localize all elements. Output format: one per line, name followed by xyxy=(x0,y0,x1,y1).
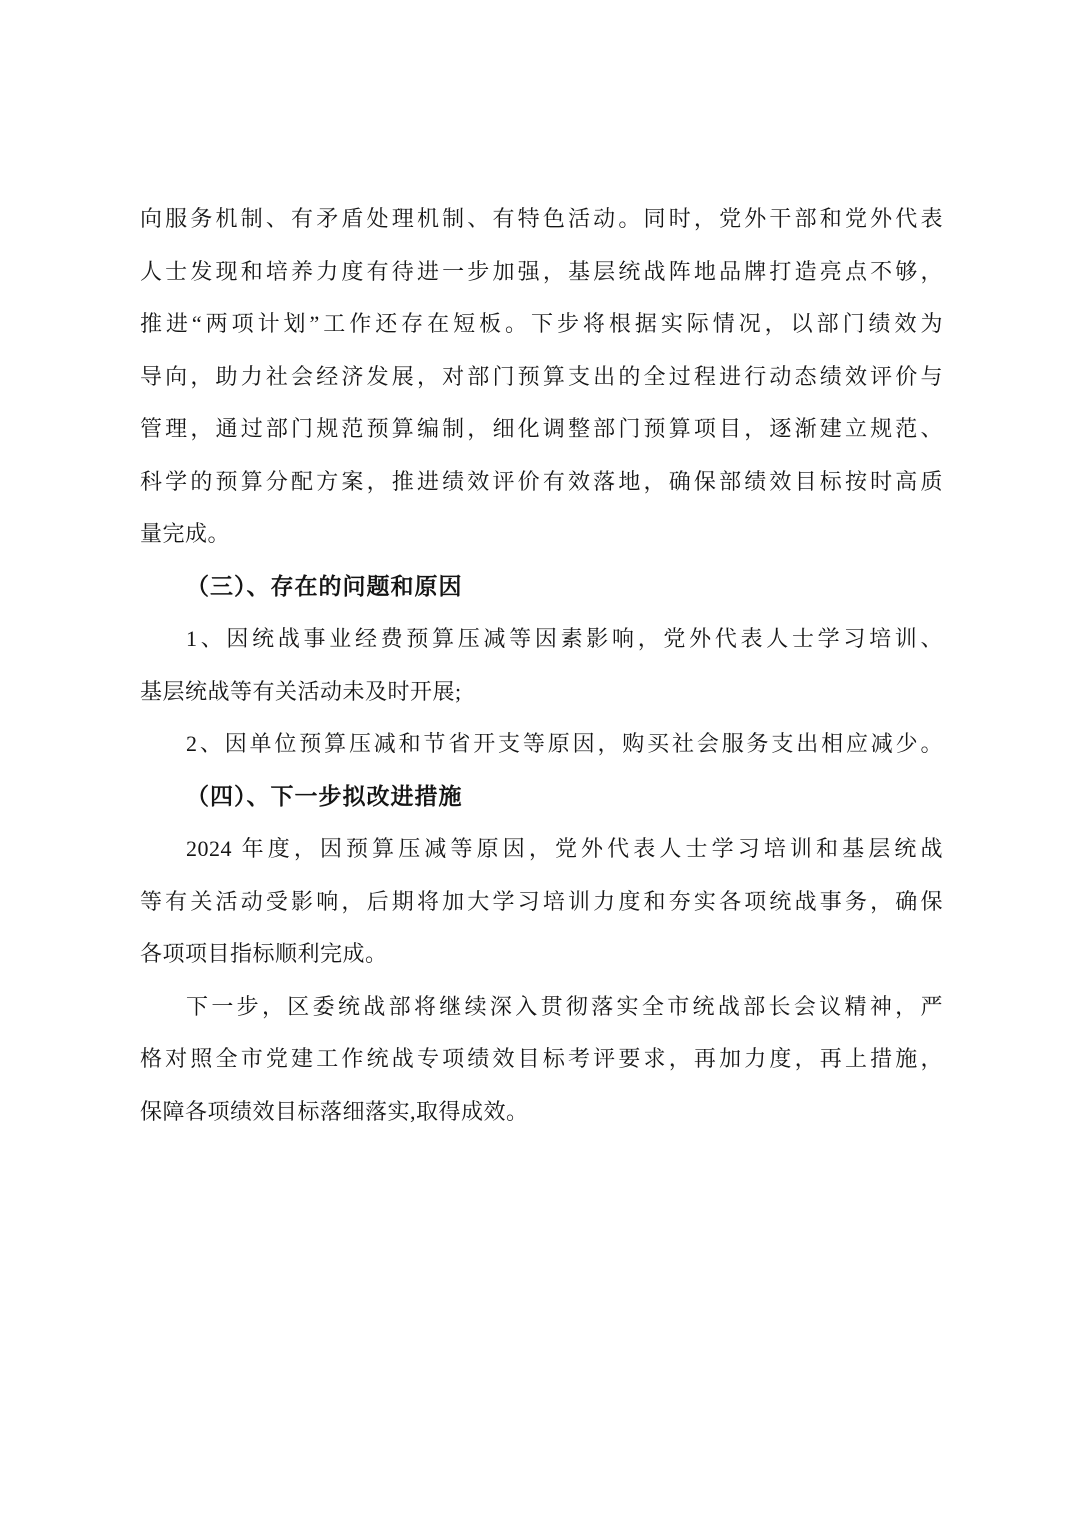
text-line: 保障各项绩效目标落细落实,取得成效。 xyxy=(140,1098,529,1124)
text-line: 2024 年度，因预算压减等原因，党外代表人士学习培训和基层统战 xyxy=(186,836,943,861)
section-heading-improvements: （四）、下一步拟改进措施 xyxy=(186,783,463,809)
text-line: 导向，助力社会经济发展，对部门预算支出的全过程进行动态绩效评价与 xyxy=(140,363,943,389)
text-line: 2、因单位预算压减和节省开支等原因，购买社会服务支出相应减少。 xyxy=(186,731,943,756)
text-line: 量完成。 xyxy=(140,521,231,546)
document-body xyxy=(140,193,943,1138)
text-line: 管理，通过部门规范预算编制，细化调整部门预算项目，逐渐建立规范、 xyxy=(140,416,943,441)
text-line: 各项项目指标顺利完成。 xyxy=(140,941,388,966)
text-line: 等有关活动受影响，后期将加大学习培训力度和夯实各项统战事务，确保 xyxy=(140,888,943,914)
text-line: 1、因统战事业经费预算压减等因素影响，党外代表人士学习培训、 xyxy=(186,626,943,651)
text-line: 向服务机制、有矛盾处理机制、有特色活动。同时，党外干部和党外代表 xyxy=(140,206,943,231)
text-line: 科学的预算分配方案，推进绩效评价有效落地，确保部绩效目标按时高质 xyxy=(140,468,943,494)
text-line: 推进“两项计划”工作还存在短板。下步将根据实际情况，以部门绩效为 xyxy=(140,311,943,336)
section-heading-problems: （三）、存在的问题和原因 xyxy=(186,573,463,599)
text-line: 人士发现和培养力度有待进一步加强，基层统战阵地品牌打造亮点不够， xyxy=(140,258,943,284)
text-line: 格对照全市党建工作统战专项绩效目标考评要求，再加力度，再上措施， xyxy=(140,1046,943,1071)
text-line: 下一步，区委统战部将继续深入贯彻落实全市统战部长会议精神，严 xyxy=(186,993,943,1019)
text-line: 基层统战等有关活动未及时开展; xyxy=(140,678,462,704)
